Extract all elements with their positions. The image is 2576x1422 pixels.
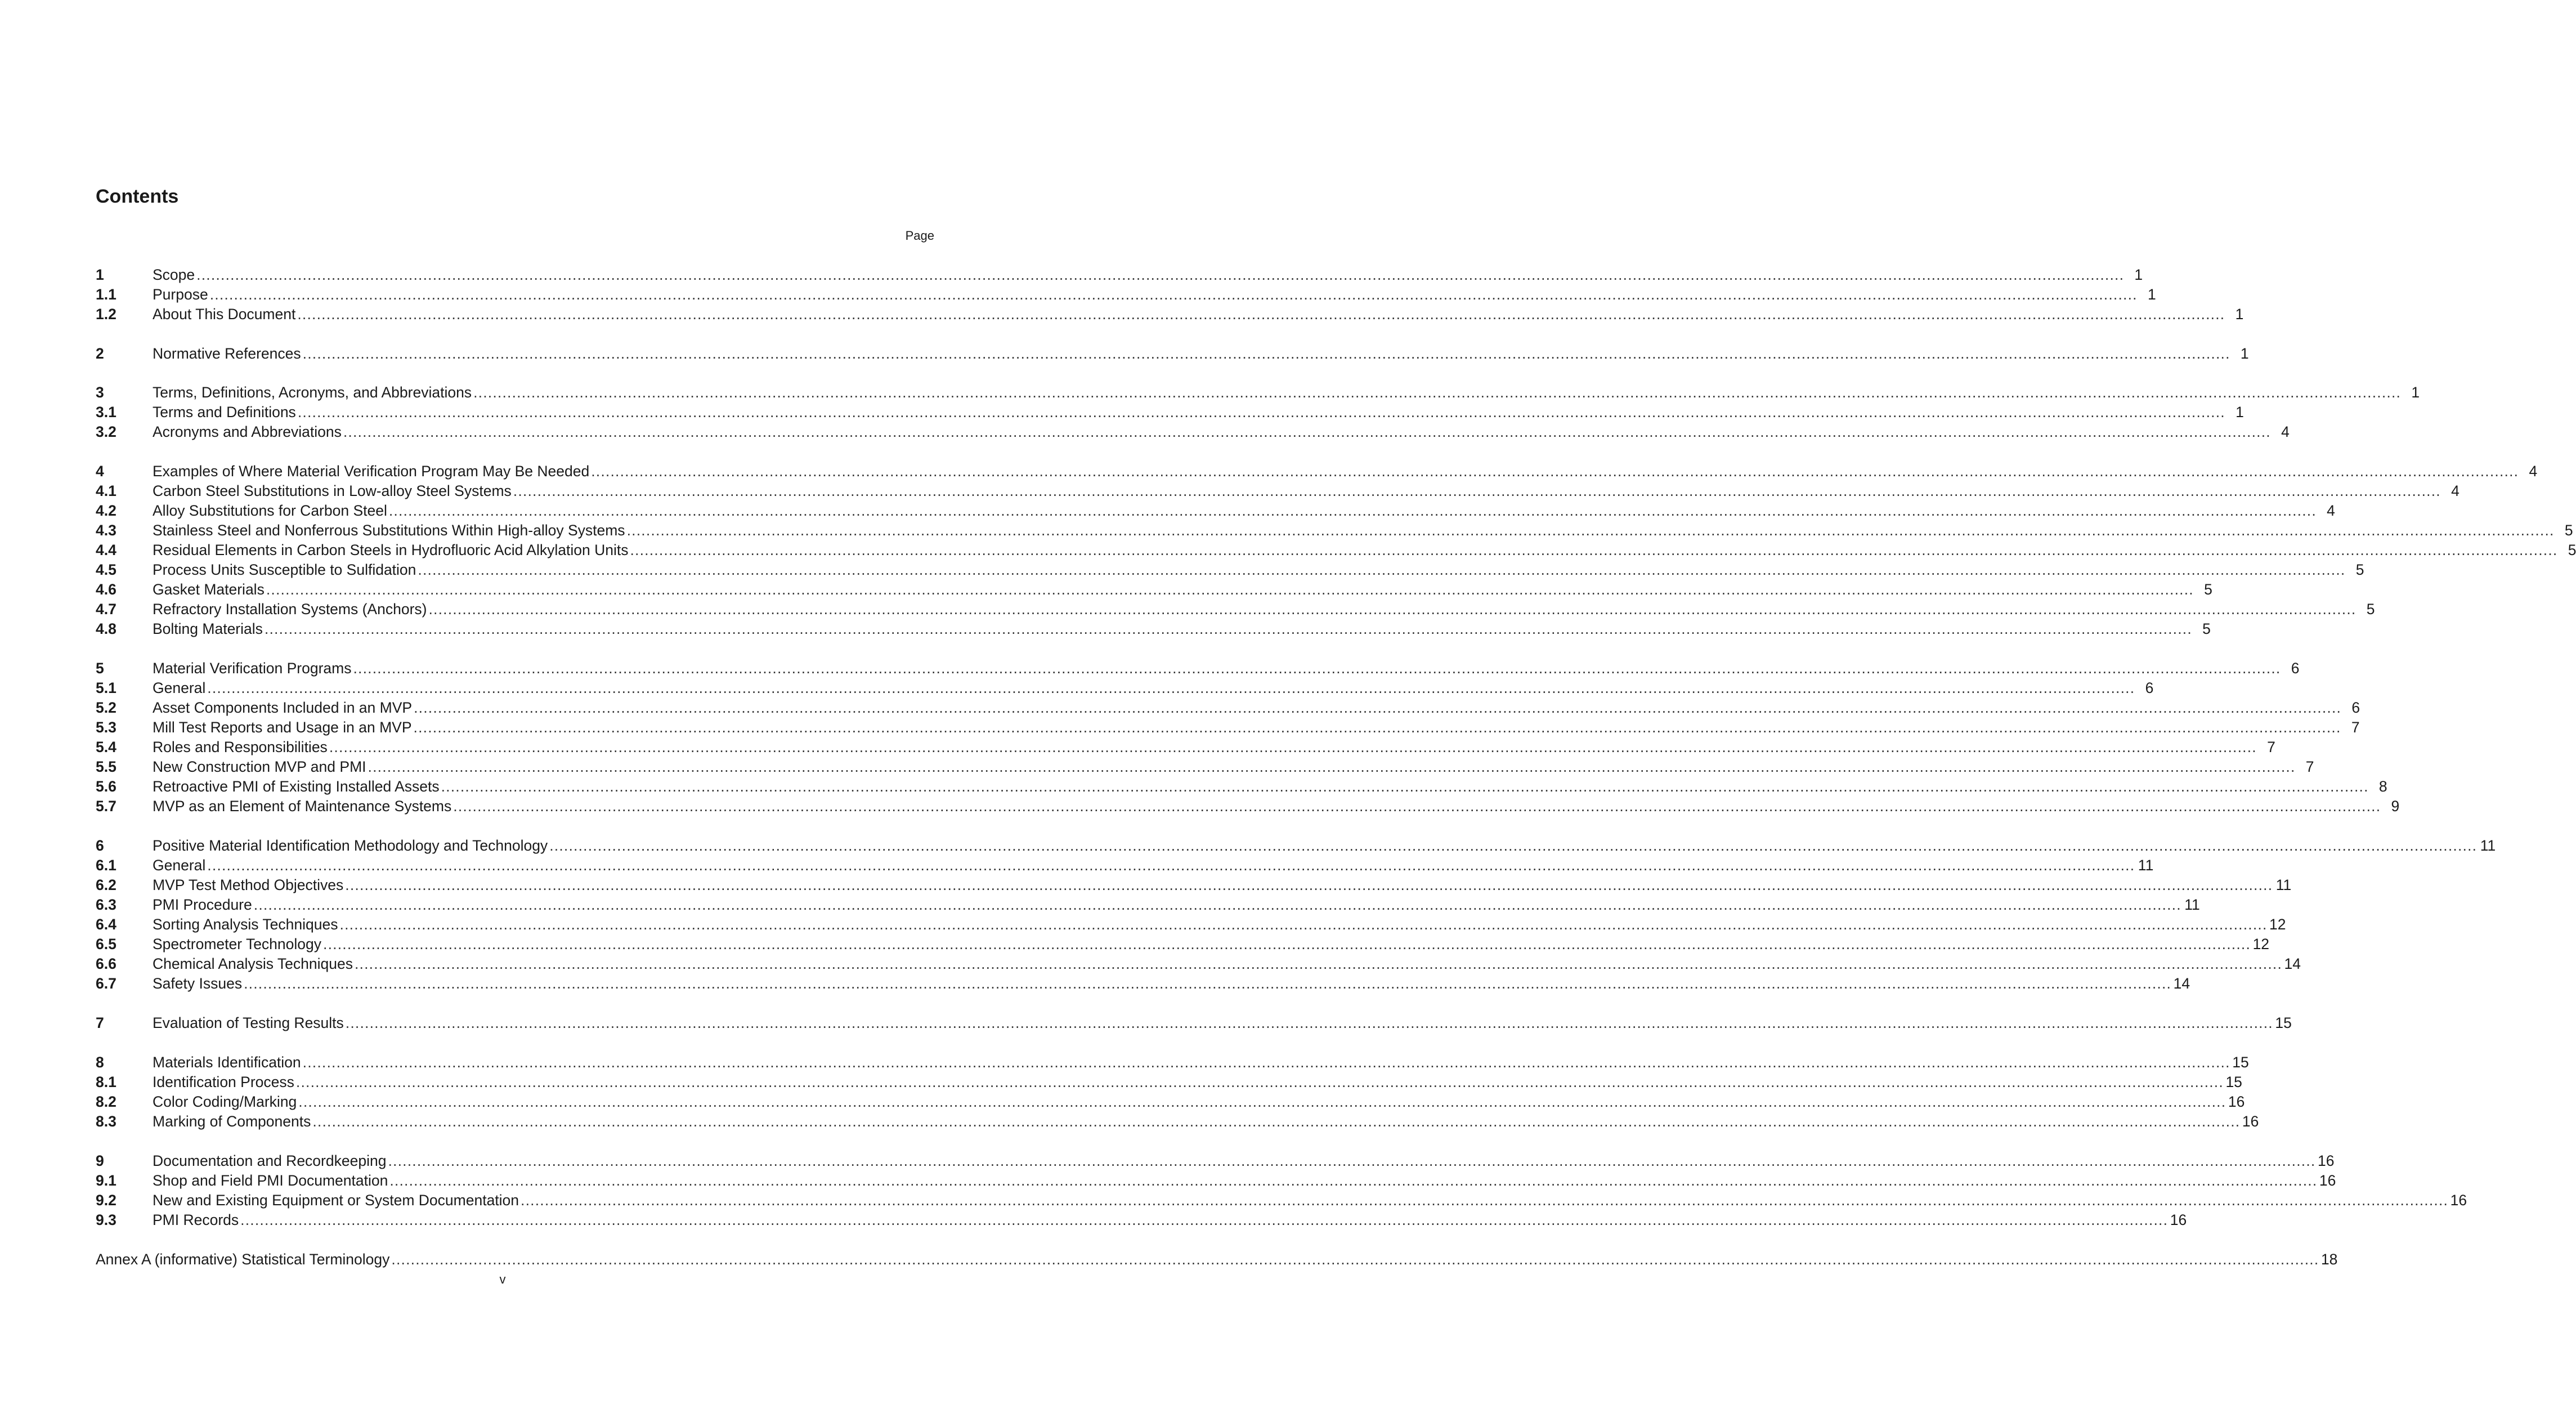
toc-entry-number: 5 bbox=[96, 660, 104, 677]
toc-entry-page: 4 bbox=[2529, 463, 2538, 480]
toc-entry-page: 7 bbox=[2305, 758, 2314, 775]
dot-leader: ................................................................................................................................................................................................................................................................................................................................................................................................................ bbox=[207, 857, 2135, 874]
toc-entry[interactable] bbox=[96, 757, 2314, 777]
toc-entry[interactable] bbox=[96, 1151, 2335, 1171]
toc-entry-title: Roles and Responsibilities bbox=[153, 739, 328, 755]
toc-entry-title: Marking of Components bbox=[153, 1113, 311, 1130]
toc-entry-page: 4 bbox=[2327, 502, 2335, 519]
toc-entry-number: 7 bbox=[96, 1014, 104, 1031]
toc-entry[interactable] bbox=[96, 1250, 2338, 1269]
dot-leader: ................................................................................................................................................................................................................................................................................................................................................................................................................ bbox=[391, 1251, 2319, 1268]
toc-entry-page: 5 bbox=[2204, 581, 2212, 598]
toc-entry-page: 7 bbox=[2351, 719, 2360, 736]
toc-entry[interactable] bbox=[96, 619, 2211, 639]
toc-entry[interactable] bbox=[96, 836, 2496, 856]
toc-entry-title: Residual Elements in Carbon Steels in Hydrofluoric Acid Alkylation Units bbox=[153, 542, 629, 558]
dot-leader: ................................................................................................................................................................................................................................................................................................................................................................................................................ bbox=[428, 601, 2357, 618]
dot-leader: ................................................................................................................................................................................................................................................................................................................................................................................................................ bbox=[549, 837, 2478, 854]
toc-entry-title: Documentation and Recordkeeping bbox=[153, 1152, 387, 1169]
toc-entry[interactable] bbox=[96, 344, 2249, 364]
dot-leader: ................................................................................................................................................................................................................................................................................................................................................................................................................ bbox=[207, 679, 2135, 696]
toc-entry-page: 14 bbox=[2284, 955, 2301, 972]
toc-entry-title: Safety Issues bbox=[153, 975, 243, 992]
toc-entry-number: 9.2 bbox=[96, 1192, 117, 1209]
toc-entry-page: 12 bbox=[2252, 936, 2270, 953]
toc-entry-page: 1 bbox=[2134, 266, 2143, 283]
toc-entry[interactable] bbox=[96, 540, 2576, 560]
dot-leader: ................................................................................................................................................................................................................................................................................................................................................................................................................ bbox=[266, 581, 2194, 598]
toc-entry-number: 5.7 bbox=[96, 798, 117, 815]
dot-leader: ................................................................................................................................................................................................................................................................................................................................................................................................................ bbox=[414, 699, 2342, 716]
toc-entry-title: MVP Test Method Objectives bbox=[153, 877, 344, 893]
toc-entry-title: Sorting Analysis Techniques bbox=[153, 916, 338, 933]
toc-entry-title: Alloy Substitutions for Carbon Steel bbox=[153, 502, 387, 519]
toc-entry-page: 11 bbox=[2275, 877, 2292, 893]
toc-entry-number: 4.3 bbox=[96, 522, 117, 539]
toc-entry-page: 8 bbox=[2378, 778, 2387, 795]
toc-entry-title: Process Units Susceptible to Sulfidation bbox=[153, 561, 416, 578]
toc-entry-page: 5 bbox=[2564, 522, 2573, 539]
toc-entry-number: 9 bbox=[96, 1152, 104, 1169]
toc-entry-page: 6 bbox=[2145, 679, 2154, 696]
toc-entry[interactable] bbox=[96, 698, 2360, 718]
toc-entry-number: 2 bbox=[96, 345, 104, 362]
dot-leader: ................................................................................................................................................................................................................................................................................................................................................................................................................ bbox=[473, 384, 2402, 401]
toc-entry-number: 1 bbox=[96, 266, 104, 283]
toc-entry-title: Color Coding/Marking bbox=[153, 1093, 297, 1110]
toc-entry-number: 6.1 bbox=[96, 857, 117, 874]
dot-leader: ................................................................................................................................................................................................................................................................................................................................................................................................................ bbox=[264, 620, 2192, 637]
dot-leader: ................................................................................................................................................................................................................................................................................................................................................................................................................ bbox=[388, 1152, 2316, 1169]
toc-entry-page: 11 bbox=[2184, 896, 2200, 913]
toc-entry-number: 8.1 bbox=[96, 1074, 117, 1090]
dot-leader: ................................................................................................................................................................................................................................................................................................................................................................................................................ bbox=[244, 975, 2172, 992]
dot-leader: ................................................................................................................................................................................................................................................................................................................................................................................................................ bbox=[513, 482, 2441, 499]
dot-leader: ................................................................................................................................................................................................................................................................................................................................................................................................................ bbox=[630, 542, 2558, 558]
toc-entry-number: 4 bbox=[96, 463, 104, 480]
toc-entry[interactable] bbox=[96, 974, 2190, 994]
toc-entry[interactable] bbox=[96, 895, 2200, 915]
dot-leader: ................................................................................................................................................................................................................................................................................................................................................................................................................ bbox=[253, 896, 2181, 913]
toc-entry-title: About This Document bbox=[153, 306, 296, 323]
toc-entry[interactable] bbox=[96, 481, 2459, 501]
toc-entry-title: Carbon Steel Substitutions in Low-alloy Steel Systems bbox=[153, 482, 512, 499]
toc-entry-number: 5.4 bbox=[96, 739, 117, 755]
toc-entry-title: Identification Process bbox=[153, 1074, 294, 1090]
toc-entry-number: 6.4 bbox=[96, 916, 117, 933]
toc-entry-page: 1 bbox=[2147, 286, 2156, 303]
toc-entry-title: Asset Components Included in an MVP bbox=[153, 699, 413, 716]
dot-leader: ................................................................................................................................................................................................................................................................................................................................................................................................................ bbox=[353, 660, 2281, 677]
dot-leader: ................................................................................................................................................................................................................................................................................................................................................................................................................ bbox=[209, 286, 2138, 303]
toc-entry-page: 6 bbox=[2351, 699, 2360, 716]
toc-entry[interactable] bbox=[96, 305, 2244, 324]
dot-leader: ................................................................................................................................................................................................................................................................................................................................................................................................................ bbox=[345, 1014, 2273, 1031]
dot-leader: ................................................................................................................................................................................................................................................................................................................................................................................................................ bbox=[368, 758, 2296, 775]
toc-entry-page: 15 bbox=[2232, 1054, 2249, 1071]
dot-leader: ................................................................................................................................................................................................................................................................................................................................................................................................................ bbox=[345, 877, 2273, 893]
dot-leader: ................................................................................................................................................................................................................................................................................................................................................................................................................ bbox=[240, 1211, 2169, 1228]
toc-entry-number: 4.5 bbox=[96, 561, 117, 578]
toc-entry-page: 16 bbox=[2319, 1172, 2336, 1189]
toc-entry-number: 9.3 bbox=[96, 1211, 117, 1228]
toc-entry-number: 4.6 bbox=[96, 581, 117, 598]
toc-entry[interactable] bbox=[96, 718, 2360, 737]
toc-entry-title: Terms, Definitions, Acronyms, and Abbreviations bbox=[153, 384, 472, 401]
toc-entry-title: Evaluation of Testing Results bbox=[153, 1014, 344, 1031]
toc-entry-number: 8.2 bbox=[96, 1093, 117, 1110]
page-title: Contents bbox=[96, 186, 179, 207]
toc-entry-number: 4.4 bbox=[96, 542, 117, 558]
toc-entry-page: 12 bbox=[2269, 916, 2286, 933]
toc-entry-title: Chemical Analysis Techniques bbox=[153, 955, 353, 972]
toc-entry[interactable] bbox=[96, 521, 2573, 540]
toc-entry-title: Terms and Definitions bbox=[153, 404, 296, 421]
toc-entry-number: 5.1 bbox=[96, 679, 117, 696]
toc-entry-number: 6.5 bbox=[96, 936, 117, 953]
toc-entry[interactable] bbox=[96, 1191, 2467, 1210]
toc-entry-number: 4.7 bbox=[96, 601, 117, 618]
toc-entry-title: Bolting Materials bbox=[153, 620, 263, 637]
toc-entry-title: Spectrometer Technology bbox=[153, 936, 322, 953]
toc-entry-page: 7 bbox=[2267, 739, 2275, 755]
dot-leader: ................................................................................................................................................................................................................................................................................................................................................................................................................ bbox=[297, 306, 2225, 323]
toc-entry[interactable] bbox=[96, 600, 2375, 619]
toc-entry-number: 8 bbox=[96, 1054, 104, 1071]
toc-entry-title: New and Existing Equipment or System Documentation bbox=[153, 1192, 519, 1209]
toc-entry-page: 18 bbox=[2320, 1251, 2338, 1268]
toc-entry[interactable] bbox=[96, 383, 2420, 403]
toc-entry-number: 8.3 bbox=[96, 1113, 117, 1130]
toc-entry-number: 6.7 bbox=[96, 975, 117, 992]
toc-entry-title: Normative References bbox=[153, 345, 301, 362]
toc-entry-number: 6 bbox=[96, 837, 104, 854]
toc-entry-title: PMI Records bbox=[153, 1211, 239, 1228]
dot-leader: ................................................................................................................................................................................................................................................................................................................................................................................................................ bbox=[302, 1054, 2230, 1071]
toc-entry[interactable] bbox=[96, 777, 2387, 797]
dot-leader: ................................................................................................................................................................................................................................................................................................................................................................................................................ bbox=[196, 266, 2125, 283]
toc-entry-number: 4.8 bbox=[96, 620, 117, 637]
toc-entry-page: 5 bbox=[2355, 561, 2364, 578]
toc-entry-number: 4.1 bbox=[96, 482, 117, 499]
toc-entry-page: 1 bbox=[2240, 345, 2249, 362]
toc-entry[interactable] bbox=[96, 915, 2286, 934]
dot-leader: ................................................................................................................................................................................................................................................................................................................................................................................................................ bbox=[521, 1192, 2449, 1209]
dot-leader: ................................................................................................................................................................................................................................................................................................................................................................................................................ bbox=[389, 1172, 2318, 1189]
toc-entry-page: 5 bbox=[2202, 620, 2211, 637]
toc-entry[interactable] bbox=[96, 659, 2300, 678]
toc-entry[interactable] bbox=[96, 1072, 2242, 1092]
toc-entry-page: 16 bbox=[2317, 1152, 2335, 1169]
dot-leader: ................................................................................................................................................................................................................................................................................................................................................................................................................ bbox=[302, 345, 2230, 362]
toc-entry[interactable] bbox=[96, 422, 2290, 442]
toc-entry-title: PMI Procedure bbox=[153, 896, 252, 913]
toc-entry-page: 6 bbox=[2291, 660, 2300, 677]
dot-leader: ................................................................................................................................................................................................................................................................................................................................................................................................................ bbox=[413, 719, 2341, 736]
dot-leader: ................................................................................................................................................................................................................................................................................................................................................................................................................ bbox=[453, 798, 2381, 815]
dot-leader: ................................................................................................................................................................................................................................................................................................................................................................................................................ bbox=[354, 955, 2283, 972]
toc-entry[interactable] bbox=[96, 1013, 2292, 1033]
toc-entry-title: General bbox=[153, 679, 206, 696]
dot-leader: ................................................................................................................................................................................................................................................................................................................................................................................................................ bbox=[591, 463, 2519, 480]
toc-entry-number: 5.6 bbox=[96, 778, 117, 795]
toc-entry[interactable] bbox=[96, 403, 2244, 422]
toc-entry-number: 6.2 bbox=[96, 877, 117, 893]
toc-entry-page: 15 bbox=[2225, 1074, 2242, 1090]
toc-entry-page: 1 bbox=[2235, 306, 2244, 323]
toc-entry[interactable] bbox=[96, 678, 2154, 698]
toc-entry-title: Materials Identification bbox=[153, 1054, 301, 1071]
toc-entry-title: Scope bbox=[153, 266, 195, 283]
toc-entry[interactable] bbox=[96, 954, 2301, 974]
toc-entry-title: Annex A (informative) Statistical Terminology bbox=[96, 1251, 390, 1268]
toc-entry-number: 5.3 bbox=[96, 719, 117, 736]
toc-entry[interactable] bbox=[96, 1053, 2249, 1072]
toc-entry-number: 9.1 bbox=[96, 1172, 117, 1189]
toc-entry[interactable] bbox=[96, 462, 2538, 481]
toc-entry-number: 4.2 bbox=[96, 502, 117, 519]
toc-entry-title: General bbox=[153, 857, 206, 874]
toc-entry[interactable] bbox=[96, 934, 2270, 954]
dot-leader: ................................................................................................................................................................................................................................................................................................................................................................................................................ bbox=[323, 936, 2251, 953]
dot-leader: ................................................................................................................................................................................................................................................................................................................................................................................................................ bbox=[626, 522, 2555, 539]
dot-leader: ................................................................................................................................................................................................................................................................................................................................................................................................................ bbox=[388, 502, 2317, 519]
toc-entry-page: 14 bbox=[2173, 975, 2190, 992]
toc-entry-number: 3 bbox=[96, 384, 104, 401]
toc-entry[interactable] bbox=[96, 1210, 2187, 1230]
toc-entry-title: New Construction MVP and PMI bbox=[153, 758, 366, 775]
toc-entry-page: 1 bbox=[2235, 404, 2244, 421]
toc-entry[interactable] bbox=[96, 737, 2275, 757]
page-column-label: Page bbox=[905, 229, 934, 243]
toc-entry-title: Positive Material Identification Methodology and Technology bbox=[153, 837, 548, 854]
toc-entry[interactable] bbox=[96, 580, 2212, 600]
toc-entry[interactable] bbox=[96, 875, 2292, 895]
toc-entry-title: Mill Test Reports and Usage in an MVP bbox=[153, 719, 412, 736]
footer-page-number: v bbox=[499, 1272, 506, 1286]
toc-entry-page: 4 bbox=[2281, 423, 2290, 440]
toc-entry-title: Acronyms and Abbreviations bbox=[153, 423, 342, 440]
toc-entry[interactable] bbox=[96, 285, 2156, 305]
toc-entry[interactable] bbox=[96, 856, 2154, 875]
toc-entry-number: 5.2 bbox=[96, 699, 117, 716]
dot-leader: ................................................................................................................................................................................................................................................................................................................................................................................................................ bbox=[343, 423, 2271, 440]
toc-entry-title: Stainless Steel and Nonferrous Substitutions Within High-alloy Systems bbox=[153, 522, 625, 539]
toc-entry-number: 5.5 bbox=[96, 758, 117, 775]
dot-leader: ................................................................................................................................................................................................................................................................................................................................................................................................................ bbox=[339, 916, 2268, 933]
toc-entry-title: Gasket Materials bbox=[153, 581, 265, 598]
toc-entry[interactable] bbox=[96, 1092, 2245, 1112]
toc-entry-page: 16 bbox=[2170, 1211, 2187, 1228]
toc-entry-page: 11 bbox=[2138, 857, 2154, 874]
dot-leader: ................................................................................................................................................................................................................................................................................................................................................................................................................ bbox=[329, 739, 2257, 755]
dot-leader: ................................................................................................................................................................................................................................................................................................................................................................................................................ bbox=[297, 404, 2225, 421]
toc-entry-number: 6.3 bbox=[96, 896, 117, 913]
toc-entry-number: 3.2 bbox=[96, 423, 117, 440]
toc-entry-page: 4 bbox=[2451, 482, 2459, 499]
toc-entry[interactable] bbox=[96, 501, 2335, 521]
toc-entry[interactable] bbox=[96, 560, 2364, 580]
toc-entry-page: 11 bbox=[2480, 837, 2496, 854]
toc-entry[interactable] bbox=[96, 1112, 2259, 1132]
toc-entry[interactable] bbox=[96, 797, 2400, 816]
toc-entry-page: 1 bbox=[2411, 384, 2420, 401]
toc-entry-title: Retroactive PMI of Existing Installed Assets bbox=[153, 778, 440, 795]
dot-leader: ................................................................................................................................................................................................................................................................................................................................................................................................................ bbox=[295, 1074, 2224, 1090]
toc-entry-page: 5 bbox=[2568, 542, 2576, 558]
toc-entry-title: Examples of Where Material Verification Program May Be Needed bbox=[153, 463, 590, 480]
toc-entry-page: 5 bbox=[2366, 601, 2375, 618]
toc-entry-page: 16 bbox=[2242, 1113, 2259, 1130]
toc-entry-number: 1.1 bbox=[96, 286, 117, 303]
toc-entry-page: 16 bbox=[2450, 1192, 2467, 1209]
toc-entry-title: Purpose bbox=[153, 286, 208, 303]
dot-leader: ................................................................................................................................................................................................................................................................................................................................................................................................................ bbox=[298, 1093, 2226, 1110]
toc-entry-title: Refractory Installation Systems (Anchors) bbox=[153, 601, 427, 618]
toc-entry-title: MVP as an Element of Maintenance Systems bbox=[153, 798, 452, 815]
dot-leader: ................................................................................................................................................................................................................................................................................................................................................................................................................ bbox=[312, 1113, 2241, 1130]
toc-entry-title: Material Verification Programs bbox=[153, 660, 352, 677]
toc-entry-page: 16 bbox=[2228, 1093, 2245, 1110]
toc-entry-page: 15 bbox=[2275, 1014, 2292, 1031]
toc-entry-page: 9 bbox=[2391, 798, 2400, 815]
toc-entry[interactable] bbox=[96, 1171, 2336, 1191]
toc-entry-number: 1.2 bbox=[96, 306, 117, 323]
toc-entry-number: 3.1 bbox=[96, 404, 117, 421]
dot-leader: ................................................................................................................................................................................................................................................................................................................................................................................................................ bbox=[441, 778, 2369, 795]
toc-entry-title: Shop and Field PMI Documentation bbox=[153, 1172, 388, 1189]
dot-leader: ................................................................................................................................................................................................................................................................................................................................................................................................................ bbox=[418, 561, 2346, 578]
toc-entry-number: 6.6 bbox=[96, 955, 117, 972]
toc-entry[interactable] bbox=[96, 265, 2143, 285]
